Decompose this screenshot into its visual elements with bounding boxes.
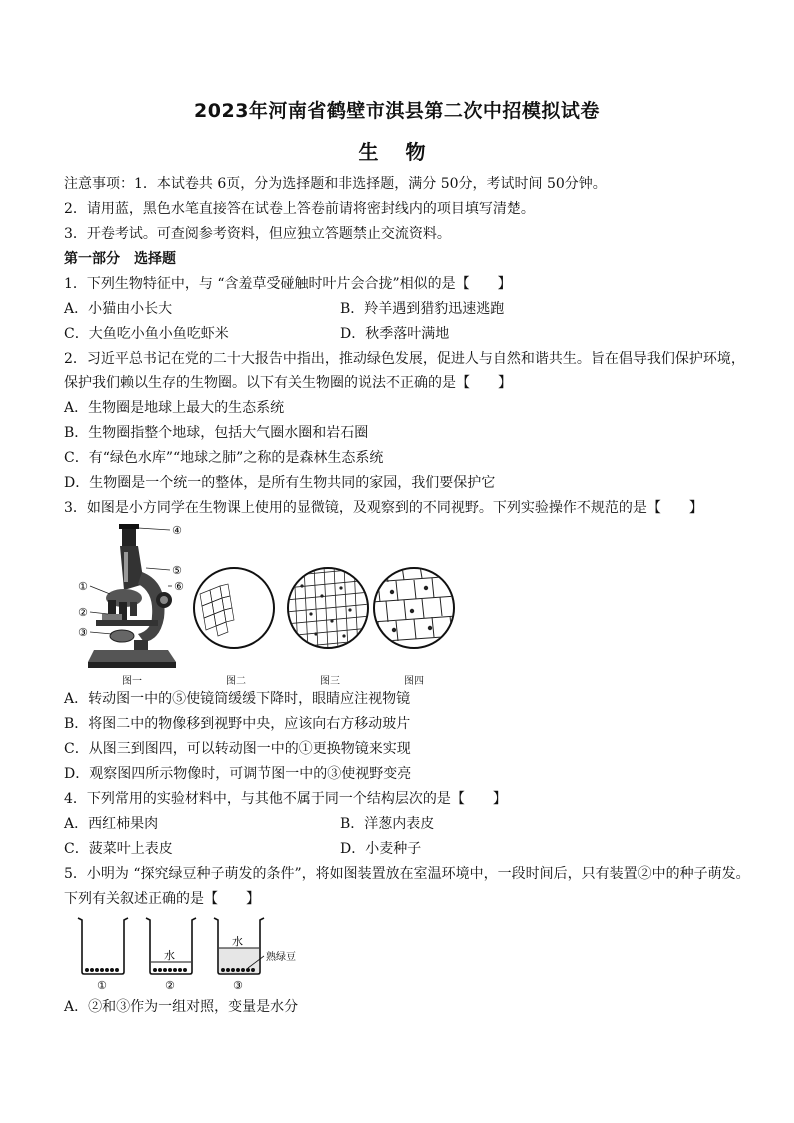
fig3-label: 图三 xyxy=(320,676,340,687)
water-label-2: 水 xyxy=(164,949,175,962)
note-3: 3．开卷考试。可查阅参考资料，但应独立答题禁止交流资料。 xyxy=(64,226,451,242)
view-figure-3 xyxy=(286,566,370,650)
q4-option-d: D．小麦种子 xyxy=(340,841,422,857)
water-label-3: 水 xyxy=(232,935,243,948)
microscope-figure xyxy=(72,522,200,672)
q2-option-c: C．有“绿色水库”“地球之肺”之称的是森林生态系统 xyxy=(64,450,384,466)
q1-option-c: C．大鱼吃小鱼小鱼吃虾米 xyxy=(64,326,229,342)
bean-label: 熟绿豆 xyxy=(266,952,296,963)
mark-3: ③ xyxy=(78,626,88,639)
beaker-mark-3: ③ xyxy=(233,979,243,992)
q2-option-a: A．生物圈是地球上最大的生态系统 xyxy=(64,400,285,416)
mark-5: ⑤ xyxy=(172,564,182,577)
subject-title: 生 物 xyxy=(358,140,436,164)
q3-option-b: B．将图二中的物像移到视野中央，应该向右方移动玻片 xyxy=(64,716,411,732)
q4-option-a: A．西红柿果肉 xyxy=(64,816,159,832)
fig4-label: 图四 xyxy=(404,676,424,687)
q5-stem-line1: 5．小明为 “探究绿豆种子萌发的条件”，将如图装置放在室温环境中，一段时间后，只有装置②中的种子萌发。 xyxy=(64,866,750,882)
note-2: 2．请用蓝，黑色水笔直接答在试卷上答卷前请将密封线内的项目填写清楚。 xyxy=(64,201,535,217)
q2-stem-line1: 2．习近平总书记在党的二十大报告中指出，推动绿色发展，促进人与自然和谐共生。旨在倡导我们保护环境， xyxy=(64,351,745,367)
q2-option-b: B．生物圈指整个地球，包括大气圈水圈和岩石圈 xyxy=(64,425,369,441)
q1-stem: 1．下列生物特征中，与 “含羞草受碰触时叶片会合拢”相似的是【 】 xyxy=(64,276,512,292)
q5-option-a: A．②和③作为一组对照，变量是水分 xyxy=(64,999,299,1015)
beaker-mark-1: ① xyxy=(97,979,107,992)
exam-title: 2023年河南省鹤壁市淇县第二次中招模拟试卷 xyxy=(194,100,600,122)
fig1-label: 图一 xyxy=(122,676,142,687)
q5-stem-line2: 下列有关叙述正确的是【 】 xyxy=(64,891,260,907)
q3-option-a: A．转动图一中的⑤使镜筒缓缓下降时，眼睛应注视物镜 xyxy=(64,691,411,707)
note-1: 注意事项：1．本试卷共 6页，分为选择题和非选择题，满分 50分，考试时间 50分钟。 xyxy=(64,176,607,192)
q3-option-c: C．从图三到图四，可以转动图一中的①更换物镜来实现 xyxy=(64,741,411,757)
mark-2: ② xyxy=(78,606,88,619)
q1-option-a: A．小猫由小长大 xyxy=(64,301,173,317)
q4-option-c: C．菠菜叶上表皮 xyxy=(64,841,173,857)
mark-4: ④ xyxy=(172,524,182,537)
mark-1: ① xyxy=(78,580,88,593)
beakers-figure xyxy=(72,912,312,992)
q2-option-d: D．生物圈是一个统一的整体，是所有生物共同的家园，我们要保护它 xyxy=(64,475,496,491)
section-heading: 第一部分 选择题 xyxy=(64,251,176,267)
q3-stem: 3．如图是小方同学在生物课上使用的显微镜，及观察到的不同视野。下列实验操作不规范的是【 】 xyxy=(64,500,703,516)
q2-stem-line2: 保护我们赖以生存的生物圈。以下有关生物圈的说法不正确的是【 】 xyxy=(64,375,512,391)
q3-option-d: D．观察图四所示物像时，可调节图一中的③使视野变亮 xyxy=(64,766,412,782)
view-figure-4 xyxy=(372,566,456,650)
fig2-label: 图二 xyxy=(226,676,246,687)
beaker-mark-2: ② xyxy=(165,979,175,992)
mark-6: ⑥ xyxy=(174,580,184,593)
q4-stem: 4．下列常用的实验材料中，与其他不属于同一个结构层次的是【 】 xyxy=(64,791,507,807)
q1-option-b: B．羚羊遇到猎豹迅速逃跑 xyxy=(340,301,505,317)
q1-option-d: D．秋季落叶满地 xyxy=(340,326,450,342)
q4-option-b: B．洋葱内表皮 xyxy=(340,816,435,832)
view-figure-2 xyxy=(192,566,276,650)
